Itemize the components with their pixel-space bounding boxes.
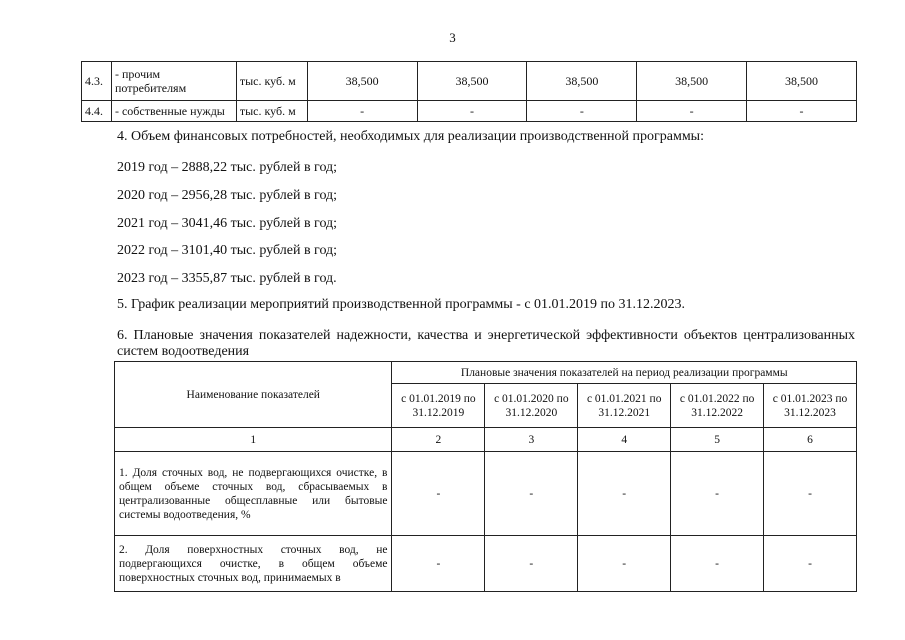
- value-cell: 38,500: [417, 62, 527, 101]
- section-4-heading: 4. Объем финансовых потребностей, необходимых для реализации производственной программы:: [117, 129, 704, 144]
- value-cell: -: [417, 101, 527, 122]
- col-number: 3: [485, 428, 578, 452]
- finance-line-2019: 2019 год – 2888,22 тыс. рублей в год;: [117, 160, 338, 175]
- indicator-name: 1. Доля сточных вод, не подвергающихся очистке, в общем объеме сточных вод, сбрасываемых в централизованные общесплавные или бытовые системы водоотведения, %: [115, 452, 392, 536]
- col-number: 2: [392, 428, 485, 452]
- value-cell: -: [307, 101, 417, 122]
- row-number: 4.3.: [82, 62, 112, 101]
- row-number: 4.4.: [82, 101, 112, 122]
- indicators-table: [114, 361, 857, 592]
- row-unit: тыс. куб. м: [236, 101, 307, 122]
- value-cell: 38,500: [307, 62, 417, 101]
- period-header: Плановые значения показателей на период реализации программы: [392, 362, 857, 384]
- table-row: [82, 62, 857, 101]
- table-row: [115, 452, 857, 536]
- finance-line-2020: 2020 год – 2956,28 тыс. рублей в год;: [117, 188, 338, 203]
- value-cell: 38,500: [527, 62, 637, 101]
- period-cell: с 01.01.2023 по 31.12.2023: [764, 384, 857, 428]
- finance-line-2022: 2022 год – 3101,40 тыс. рублей в год;: [117, 243, 338, 258]
- value-cell: 38,500: [747, 62, 857, 101]
- value-cell: -: [392, 536, 485, 592]
- value-cell: -: [671, 452, 764, 536]
- value-cell: -: [747, 101, 857, 122]
- period-cell: с 01.01.2021 по 31.12.2021: [578, 384, 671, 428]
- name-header: Наименование показателей: [115, 362, 392, 428]
- value-cell: -: [578, 452, 671, 536]
- value-cell: -: [671, 536, 764, 592]
- section-6-heading: 6. Плановые значения показателей надежности, качества и энергетической эффективности объектов централизованных систем водоотведения: [117, 328, 855, 359]
- page-number: 3: [449, 30, 456, 45]
- col-number: 5: [671, 428, 764, 452]
- period-cell: с 01.01.2019 по 31.12.2019: [392, 384, 485, 428]
- value-cell: 38,500: [637, 62, 747, 101]
- finance-line-2021: 2021 год – 3041,46 тыс. рублей в год;: [117, 216, 338, 231]
- indicator-name: 2. Доля поверхностных сточных вод, не подвергающихся очистке, в общем объеме поверхностных сточных вод, принимаемых в: [115, 536, 392, 592]
- table-row: [115, 536, 857, 592]
- finance-line-2023: 2023 год – 3355,87 тыс. рублей в год.: [117, 271, 337, 286]
- period-cell: с 01.01.2020 по 31.12.2020: [485, 384, 578, 428]
- value-cell: -: [764, 536, 857, 592]
- row-name: - собственные нужды: [111, 101, 236, 122]
- table-header-row: [115, 362, 857, 384]
- value-cell: -: [578, 536, 671, 592]
- col-number: 1: [115, 428, 392, 452]
- value-cell: -: [764, 452, 857, 536]
- value-cell: -: [485, 452, 578, 536]
- value-cell: -: [392, 452, 485, 536]
- column-number-row: [115, 428, 857, 452]
- value-cell: -: [527, 101, 637, 122]
- table-row: [82, 101, 857, 122]
- col-number: 6: [764, 428, 857, 452]
- col-number: 4: [578, 428, 671, 452]
- value-cell: -: [637, 101, 747, 122]
- row-unit: тыс. куб. м: [236, 62, 307, 101]
- row-name: - прочим потребителям: [111, 62, 236, 101]
- period-cell: с 01.01.2022 по 31.12.2022: [671, 384, 764, 428]
- value-cell: -: [485, 536, 578, 592]
- volume-table: [81, 61, 857, 122]
- section-5: 5. График реализации мероприятий производственной программы - с 01.01.2019 по 31.12.2023.: [117, 297, 686, 312]
